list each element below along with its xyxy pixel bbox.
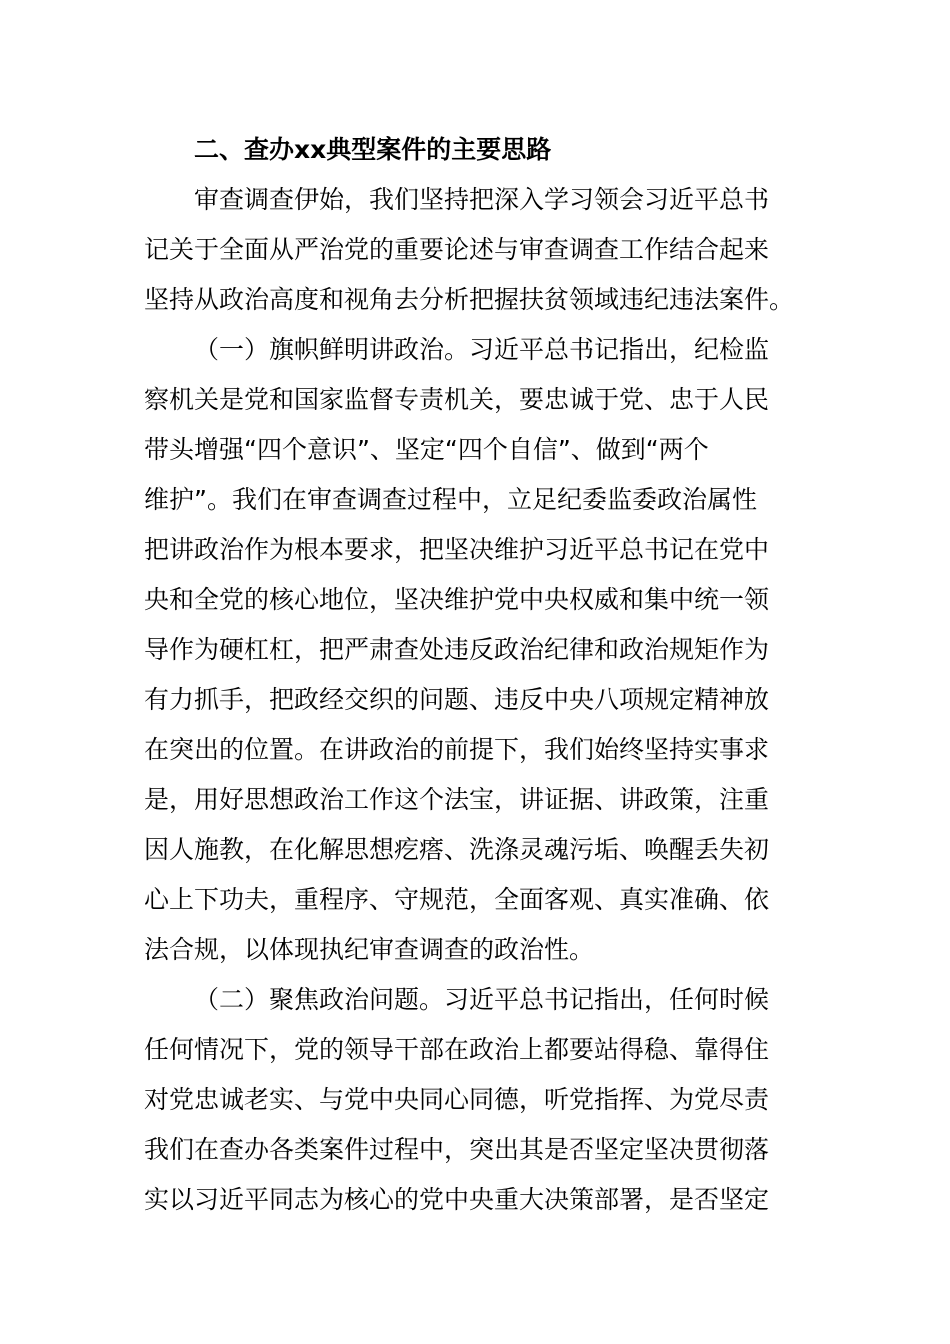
paragraph-line: 有力抓手，把政经交织的问题、违反中央八项规定精神放 (144, 685, 770, 714)
section-heading: 二、查办xx典型案件的主要思路 (194, 135, 552, 164)
paragraph-line: 坚持从政治高度和视角去分析把握扶贫领域违纪违法案件。 (144, 285, 795, 314)
paragraph-line: 记关于全面从严治党的重要论述与审查调查工作结合起来 (144, 235, 770, 264)
paragraph-line: 审查调查伊始，我们坚持把深入学习领会习近平总书 (194, 185, 770, 214)
paragraph-line: 在突出的位置。在讲政治的前提下，我们始终坚持实事求 (144, 735, 770, 764)
paragraph-line: 察机关是党和国家监督专责机关，要忠诚于党、忠于人民 (144, 385, 770, 414)
paragraph-line: 带头增强“四个意识”、坚定“四个自信”、做到“两个 (144, 435, 709, 464)
paragraph-line: （一）旗帜鲜明讲政治。习近平总书记指出，纪检监 (194, 335, 770, 364)
paragraph-line: 法合规，以体现执纪审查调查的政治性。 (144, 935, 595, 964)
paragraph-line: 导作为硬杠杠，把严肃查处违反政治纪律和政治规矩作为 (144, 635, 770, 664)
paragraph-line: 我们在查办各类案件过程中，突出其是否坚定坚决贯彻落 (144, 1135, 770, 1164)
paragraph-line: 实以习近平同志为核心的党中央重大决策部署，是否坚定 (144, 1185, 770, 1214)
paragraph-line: 因人施教，在化解思想疙瘩、洗涤灵魂污垢、唤醒丢失初 (144, 835, 770, 864)
paragraph-line: 维护”。我们在审查调查过程中，立足纪委监委政治属性 (144, 485, 757, 514)
paragraph-line: 任何情况下，党的领导干部在政治上都要站得稳、靠得住 (144, 1035, 770, 1064)
paragraph-line: （二）聚焦政治问题。习近平总书记指出，任何时候 (194, 985, 770, 1014)
paragraph-line: 把讲政治作为根本要求，把坚决维护习近平总书记在党中 (144, 535, 770, 564)
paragraph-line: 是，用好思想政治工作这个法宝，讲证据、讲政策，注重 (144, 785, 770, 814)
paragraph-line: 对党忠诚老实、与党中央同心同德，听党指挥、为党尽责 (144, 1085, 770, 1114)
paragraph-line: 央和全党的核心地位，坚决维护党中央权威和集中统一领 (144, 585, 770, 614)
paragraph-line: 心上下功夫，重程序、守规范，全面客观、真实准确、依 (144, 885, 770, 914)
